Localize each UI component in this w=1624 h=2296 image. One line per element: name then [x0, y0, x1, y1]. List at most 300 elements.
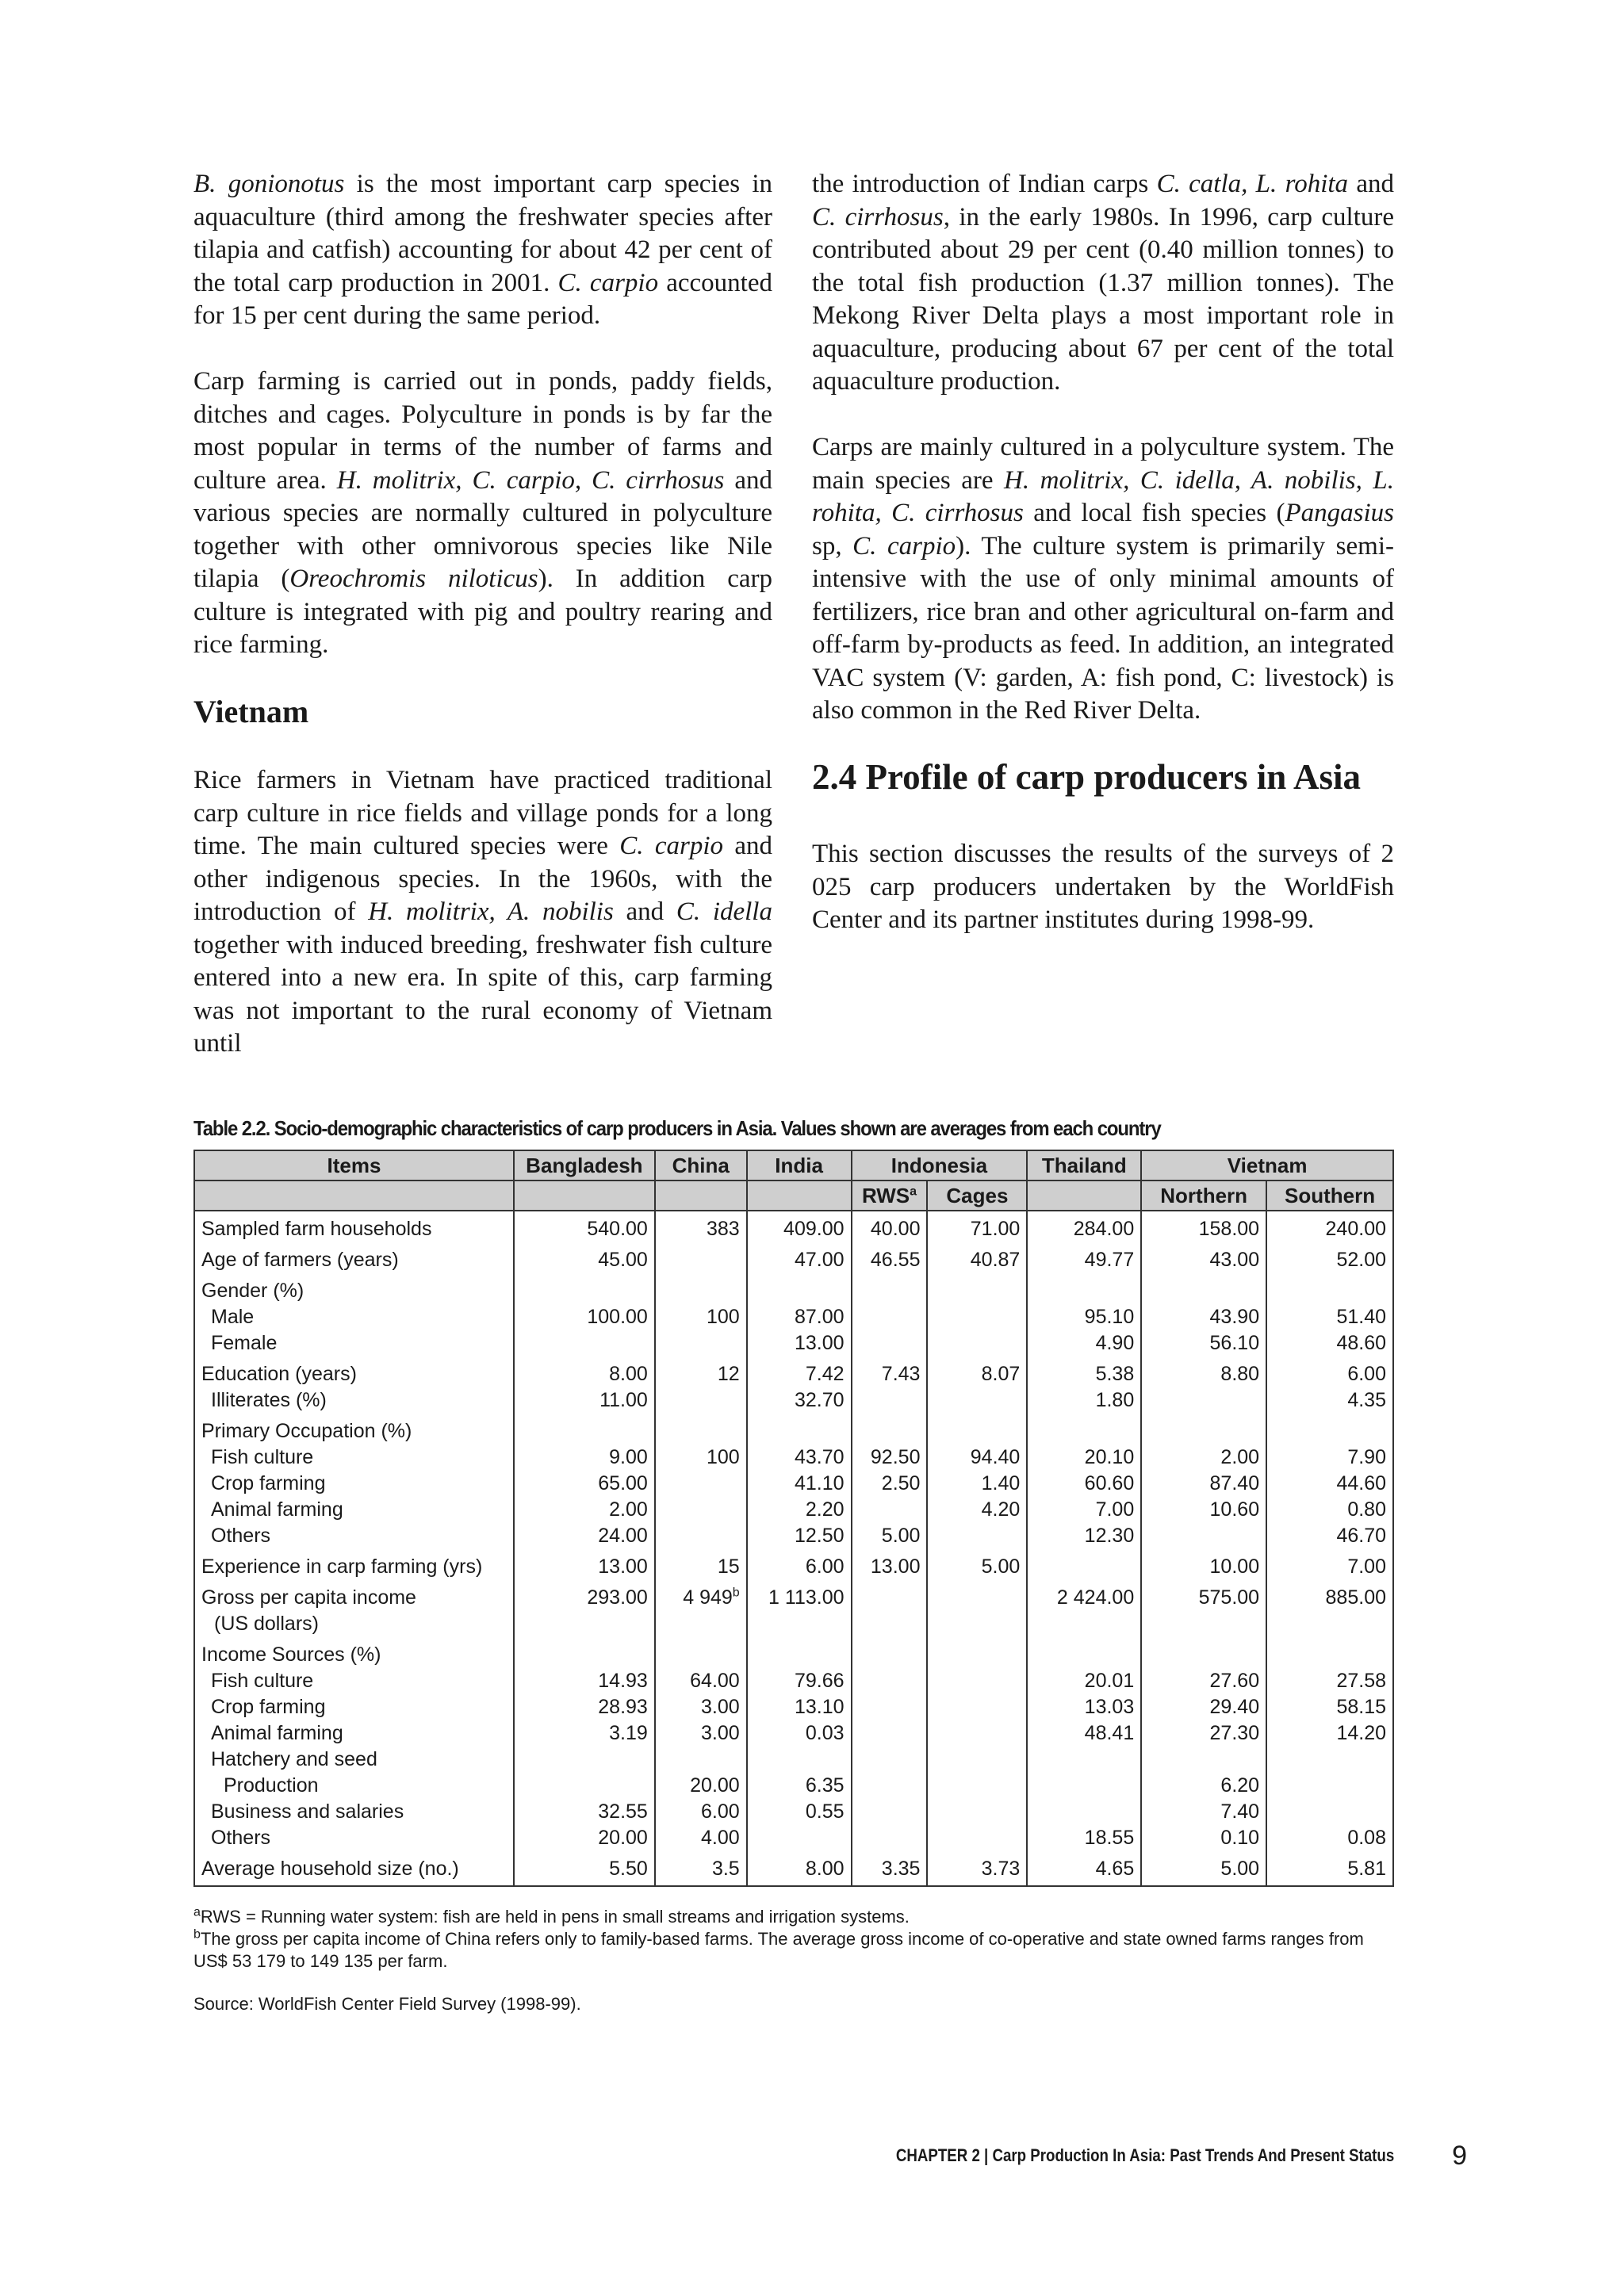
paragraph-section-intro: This section discusses the results of the surveys of 2 025 carp producers undertaken by the WorldFish Center and its partner institutes during 1998-99. [812, 840, 1394, 934]
paragraph-text: together with induced breeding, freshwater fish culture entered into a new era. In spite of this, carp farming was not important to the rural economy of Vietnam until [193, 930, 772, 1058]
table-cell-cg [927, 1668, 1027, 1694]
table-cell-cn [655, 1720, 747, 1747]
table-cell-vn_s [1266, 1387, 1393, 1414]
species-name: C. carpio [852, 531, 956, 561]
table-cell-vn_s [1266, 1668, 1393, 1694]
table-cell-in [747, 1720, 852, 1747]
table-cell-rws [852, 1720, 928, 1747]
table-cell-vn_n [1141, 1549, 1266, 1580]
paragraph-polyculture [812, 431, 1394, 728]
table-cell-vn_n [1141, 1523, 1266, 1549]
header-bangladesh: Bangladesh [514, 1150, 655, 1181]
row-label [194, 1357, 514, 1387]
table-cell-rws [852, 1549, 928, 1580]
cell-value: 3.73 [981, 1858, 1021, 1880]
row-label [194, 1471, 514, 1497]
chapter-title: CHAPTER 2 | Carp Production In Asia: Past Trends And Present Status [895, 2145, 1394, 2165]
cell-value: 1 113.00 [768, 1586, 845, 1609]
table-cell-rws [852, 1445, 928, 1471]
cell-value: 60.60 [1084, 1472, 1135, 1494]
paragraph-text: and local fish species ( [1023, 499, 1285, 527]
table-cell-cn [655, 1851, 747, 1886]
footnote-marker: b [732, 1586, 740, 1600]
table-cell-cg [927, 1304, 1027, 1330]
table-cell-th [1027, 1414, 1141, 1445]
row-label-line: Animal farming [211, 1722, 343, 1744]
table-cell-in [747, 1851, 852, 1886]
cell-value: 5.00 [981, 1556, 1021, 1578]
table-row [194, 1523, 1393, 1549]
subheader-empty [1027, 1181, 1141, 1211]
table-cell-bd [514, 1668, 655, 1694]
cell-value [521, 1747, 648, 1773]
cell-value: 2.50 [881, 1472, 921, 1494]
table-cell-cn [655, 1471, 747, 1497]
cell-value: 44.60 [1336, 1472, 1386, 1494]
cell-value: 0.80 [1347, 1498, 1386, 1521]
row-label [194, 1549, 514, 1580]
table-caption: Table 2.2. Socio-demographic characteristics of carp producers in Asia. Values shown are averages from each country [193, 1116, 1161, 1140]
table-cell-rws [852, 1330, 928, 1357]
paragraph-text: Carp farming is carried out in ponds, paddy fields, ditches and cages. Polyculture in ponds is by far the most popular in terms of the number of farms and culture area. [193, 367, 772, 495]
cell-value: 240.00 [1325, 1218, 1386, 1240]
table-cell-vn_s [1266, 1523, 1393, 1549]
table-cell-cn [655, 1523, 747, 1549]
row-label [194, 1694, 514, 1720]
cell-value: 8.07 [981, 1363, 1021, 1385]
table-cell-vn_s [1266, 1549, 1393, 1580]
table-cell-rws [852, 1799, 928, 1825]
table-cell-bd [514, 1799, 655, 1825]
row-label [194, 1330, 514, 1357]
table-cell-cn [655, 1637, 747, 1668]
table-cell-bd [514, 1497, 655, 1523]
cell-value: 1.80 [1095, 1389, 1135, 1411]
table-cell-vn_n [1141, 1637, 1266, 1668]
cell-value: 43.90 [1209, 1306, 1260, 1328]
table-cell-in [747, 1471, 852, 1497]
table-cell-cn [655, 1387, 747, 1414]
cell-value: 13.00 [870, 1556, 921, 1578]
table-cell-vn_n [1141, 1471, 1266, 1497]
cell-value: 7.00 [1095, 1498, 1135, 1521]
species-name: Pangasius [1285, 499, 1394, 527]
table-cell-cn [655, 1357, 747, 1387]
cell-value: 4.35 [1347, 1389, 1386, 1411]
table-cell-vn_n [1141, 1720, 1266, 1747]
species-name: C. cirrhosus [812, 202, 944, 232]
table-cell-vn_s [1266, 1637, 1393, 1668]
table-cell-rws [852, 1523, 928, 1549]
cell-value: 13.00 [598, 1556, 648, 1578]
table-cell-th [1027, 1523, 1141, 1549]
table-cell-cg [927, 1799, 1027, 1825]
cell-value: 40.87 [970, 1249, 1021, 1271]
cell-value: 52.00 [1336, 1249, 1386, 1271]
cell-value: 92.50 [870, 1446, 921, 1468]
table-cell-vn_s [1266, 1825, 1393, 1851]
table-row [194, 1580, 1393, 1637]
table-cell-th [1027, 1851, 1141, 1886]
note-a [193, 1906, 1399, 1928]
table-cell-rws [852, 1851, 928, 1886]
table-row [194, 1720, 1393, 1747]
table-cell-rws [852, 1747, 928, 1799]
table-cell-cg [927, 1549, 1027, 1580]
row-label-line: Primary Occupation (%) [201, 1420, 412, 1442]
table-cell-in [747, 1580, 852, 1637]
species-name: C. carpio [557, 268, 659, 297]
paragraph-indian-carps [812, 168, 1394, 399]
table-cell-in [747, 1387, 852, 1414]
table-cell-rws [852, 1497, 928, 1523]
species-name: H. molitrix, C. idella, A. nobilis, L. rohita, C. cirrhosus [812, 465, 1394, 527]
table-cell-vn_s [1266, 1273, 1393, 1304]
row-label [194, 1799, 514, 1825]
table-cell-vn_s [1266, 1747, 1393, 1799]
table-cell-vn_n [1141, 1668, 1266, 1694]
table-cell-cg [927, 1825, 1027, 1851]
row-label [194, 1580, 514, 1637]
table-row [194, 1211, 1393, 1242]
cell-value: 79.66 [794, 1670, 845, 1692]
cell-value: 27.60 [1209, 1670, 1260, 1692]
row-label-line: Crop farming [211, 1472, 326, 1494]
species-name: H. molitrix, C. carpio, C. cirrhosus [336, 465, 725, 495]
table-cell-cg [927, 1414, 1027, 1445]
cell-value: 41.10 [794, 1472, 845, 1494]
paragraph-text: accounted for 15 per cent during the same period. [193, 268, 772, 330]
table-cell-cn [655, 1414, 747, 1445]
cell-value: 94.40 [970, 1446, 1021, 1468]
table-cell-bd [514, 1387, 655, 1414]
row-label [194, 1445, 514, 1471]
row-label-line: (US dollars) [214, 1613, 319, 1635]
table-row [194, 1825, 1393, 1851]
cell-value: 13.03 [1084, 1696, 1135, 1718]
row-label-line: Business and salaries [211, 1800, 404, 1823]
table-row [194, 1694, 1393, 1720]
table-cell-bd [514, 1273, 655, 1304]
row-label-line: Female [211, 1332, 278, 1354]
species-name: H. molitrix, A. nobilis [368, 897, 614, 926]
table-cell-cn [655, 1273, 747, 1304]
cell-value: 5.81 [1347, 1858, 1386, 1880]
table-cell-in [747, 1445, 852, 1471]
table-cell-vn_n [1141, 1497, 1266, 1523]
table-notes [193, 1906, 1399, 2015]
table-cell-cg [927, 1330, 1027, 1357]
table-cell-th [1027, 1747, 1141, 1799]
paragraph-text: ). In addition carp culture is integrated with pig and poultry rearing and rice farming. [193, 564, 772, 659]
table-cell-in [747, 1273, 852, 1304]
table-cell-rws [852, 1304, 928, 1330]
subheader-southern: Southern [1266, 1181, 1393, 1211]
table-cell-bd [514, 1694, 655, 1720]
cell-value: 2 424.00 [1056, 1586, 1135, 1609]
row-label-line: Male [211, 1306, 255, 1328]
table-cell-cn [655, 1580, 747, 1637]
table-cell-vn_n [1141, 1414, 1266, 1445]
table-cell-cn [655, 1825, 747, 1851]
cell-value: 15 [717, 1556, 740, 1578]
species-name: C. carpio [619, 832, 724, 860]
footnote-marker: a [910, 1184, 917, 1198]
row-label [194, 1747, 514, 1799]
subheader-cages: Cages [927, 1181, 1027, 1211]
table-cell-th [1027, 1445, 1141, 1471]
table-cell-cg [927, 1273, 1027, 1304]
table-cell-cg [927, 1580, 1027, 1637]
cell-value: 885.00 [1325, 1586, 1386, 1609]
table-row [194, 1497, 1393, 1523]
table-cell-in [747, 1330, 852, 1357]
table-cell-vn_s [1266, 1211, 1393, 1242]
table-cell-cg [927, 1694, 1027, 1720]
cell-value: 6.20 [1220, 1774, 1260, 1797]
table-cell-cg [927, 1357, 1027, 1387]
cell-value: 40.00 [870, 1218, 921, 1240]
table-cell-bd [514, 1747, 655, 1799]
table-cell-in [747, 1523, 852, 1549]
table-cell-cg [927, 1720, 1027, 1747]
row-label [194, 1851, 514, 1886]
row-label [194, 1497, 514, 1523]
table-cell-bd [514, 1357, 655, 1387]
row-label [194, 1637, 514, 1668]
cell-value: 20.01 [1084, 1670, 1135, 1692]
species-name: Oreochromis niloticus [289, 564, 538, 593]
cell-value: 32.70 [794, 1389, 845, 1411]
species-name: B. gonionotus [193, 170, 345, 198]
table-cell-vn_n [1141, 1242, 1266, 1273]
table-cell-in [747, 1637, 852, 1668]
cell-value: 13.00 [794, 1332, 845, 1354]
table-row [194, 1445, 1393, 1471]
table-cell-bd [514, 1637, 655, 1668]
paragraph-bangladesh-carp [193, 168, 772, 333]
table-cell-vn_n [1141, 1273, 1266, 1304]
table-cell-rws [852, 1471, 928, 1497]
table-row [194, 1304, 1393, 1330]
cell-value: 1.40 [981, 1472, 1021, 1494]
table-cell-vn_n [1141, 1747, 1266, 1799]
cell-value: 87.00 [794, 1306, 845, 1328]
cell-value: 56.10 [1209, 1332, 1260, 1354]
cell-value: 5.00 [1220, 1858, 1260, 1880]
cell-value [934, 1747, 1020, 1773]
table-cell-th [1027, 1211, 1141, 1242]
row-label [194, 1720, 514, 1747]
table-cell-vn_n [1141, 1357, 1266, 1387]
cell-value: 49.77 [1084, 1249, 1135, 1271]
cell-value: 12 [717, 1363, 740, 1385]
paragraph-text: , in the early 1980s. In 1996, carp culture contributed about 29 per cent (0.40 million tonnes) to the total fish production (1.37 million tonnes). The Mekong River Delta plays a most important role in aquaculture, producing about 67 per cent of the total aquaculture production. [812, 202, 1395, 396]
row-label-line: Income Sources (%) [201, 1644, 381, 1666]
cell-value: 8.00 [805, 1858, 845, 1880]
header-vietnam: Vietnam [1141, 1150, 1393, 1181]
row-label [194, 1304, 514, 1330]
table-cell-rws [852, 1668, 928, 1694]
cell-value: 100.00 [587, 1306, 648, 1328]
table-cell-in [747, 1549, 852, 1580]
cell-value: 5.00 [881, 1525, 921, 1547]
cell-value: 87.40 [1209, 1472, 1260, 1494]
table-cell-vn_s [1266, 1330, 1393, 1357]
subheader-northern: Northern [1141, 1181, 1266, 1211]
cell-value: 4.00 [701, 1827, 740, 1849]
subheader-empty [747, 1181, 852, 1211]
table-cell-cg [927, 1211, 1027, 1242]
table-cell-bd [514, 1549, 655, 1580]
row-label [194, 1242, 514, 1273]
table-cell-cn [655, 1668, 747, 1694]
table-cell-th [1027, 1720, 1141, 1747]
table-cell-vn_s [1266, 1471, 1393, 1497]
table-cell-vn_n [1141, 1799, 1266, 1825]
table-cell-bd [514, 1471, 655, 1497]
table-row [194, 1387, 1393, 1414]
row-label-line: Illiterates (%) [211, 1389, 327, 1411]
cell-value: 6.35 [805, 1774, 845, 1797]
paragraph-text: and [613, 897, 676, 926]
table-cell-th [1027, 1242, 1141, 1273]
table-cell-th [1027, 1330, 1141, 1357]
cell-value: 0.03 [805, 1722, 845, 1744]
paragraph-text: the introduction of Indian carps [812, 170, 1157, 198]
cell-value: 7.90 [1347, 1446, 1386, 1468]
table-cell-cn [655, 1211, 747, 1242]
row-label-line: Gross per capita income [201, 1586, 416, 1609]
left-column [193, 168, 772, 1061]
cell-value: 2.20 [805, 1498, 845, 1521]
paragraph-text: and other indigenous species. In the 1960s, with the introduction of [193, 832, 773, 926]
subheader-empty [514, 1181, 655, 1211]
table-row [194, 1357, 1393, 1387]
cell-value [1034, 1747, 1134, 1773]
cell-value: 3.35 [881, 1858, 921, 1880]
table-cell-th [1027, 1637, 1141, 1668]
paragraph-text: sp, [812, 531, 853, 561]
table-row [194, 1668, 1393, 1694]
footnote-marker: b [193, 1927, 201, 1942]
row-label-line: Gender (%) [201, 1280, 304, 1302]
table-cell-vn_n [1141, 1330, 1266, 1357]
table-cell-bd [514, 1851, 655, 1886]
paragraph-vietnam-history [193, 764, 772, 1061]
footnote-marker: a [193, 1905, 201, 1919]
cell-value: 20.00 [690, 1774, 740, 1797]
cell-value: 27.30 [1209, 1722, 1260, 1744]
table-cell-vn_s [1266, 1720, 1393, 1747]
cell-value: 10.60 [1209, 1498, 1260, 1521]
table-cell-in [747, 1825, 852, 1851]
table-row [194, 1799, 1393, 1825]
heading-section-2-4: 2.4 Profile of carp producers in Asia [812, 757, 1362, 797]
row-label [194, 1273, 514, 1304]
table-cell-rws [852, 1357, 928, 1387]
table-cell-cg [927, 1242, 1027, 1273]
table-cell-cn [655, 1747, 747, 1799]
page-footer [0, 2141, 1624, 2172]
table-row [194, 1330, 1393, 1357]
row-label [194, 1414, 514, 1445]
cell-value: 9.00 [609, 1446, 648, 1468]
cell-value: 7.43 [881, 1363, 921, 1385]
cell-value: 65.00 [598, 1472, 648, 1494]
row-label [194, 1825, 514, 1851]
species-name: C. idella [676, 897, 772, 926]
table-cell-cg [927, 1471, 1027, 1497]
row-label-line: Animal farming [211, 1498, 343, 1521]
table-cell-bd [514, 1720, 655, 1747]
table-cell-rws [852, 1211, 928, 1242]
table-cell-th [1027, 1580, 1141, 1637]
table-cell-cg [927, 1851, 1027, 1886]
table-cell-cn [655, 1242, 747, 1273]
cell-value: 28.93 [598, 1696, 648, 1718]
table-cell-in [747, 1242, 852, 1273]
cell-value: 100 [706, 1446, 740, 1468]
paragraph-text: ). The culture system is primarily semi-intensive with the use of only minimal amounts of fertilizers, rice bran and other agricultural on-farm and off-farm by-products as feed. In addition, an integrated VAC system (V: garden, A: fish pond, C: livestock) is also common in the Red River Delta. [812, 531, 1394, 725]
paragraph-text: Carps are mainly cultured in a polyculture system. The main species are [812, 433, 1394, 495]
row-label-line: Others [211, 1827, 271, 1849]
table-cell-in [747, 1694, 852, 1720]
cell-value: 8.00 [609, 1363, 648, 1385]
table-cell-cn [655, 1549, 747, 1580]
table-cell-th [1027, 1799, 1141, 1825]
cell-value: 6.00 [701, 1800, 740, 1823]
cell-value: 46.55 [870, 1249, 921, 1271]
cell-value: 29.40 [1209, 1696, 1260, 1718]
row-label-line: Fish culture [211, 1670, 314, 1692]
cell-value: 18.55 [1084, 1827, 1135, 1849]
table-cell-in [747, 1747, 852, 1799]
cell-value: 48.60 [1336, 1332, 1386, 1354]
table-cell-cg [927, 1523, 1027, 1549]
cell-value: 58.15 [1336, 1696, 1386, 1718]
table-cell-bd [514, 1242, 655, 1273]
table-cell-vn_s [1266, 1851, 1393, 1886]
table-cell-rws [852, 1387, 928, 1414]
cell-value: 7.00 [1347, 1556, 1386, 1578]
table-cell-rws [852, 1825, 928, 1851]
table-cell-rws [852, 1694, 928, 1720]
table-cell-vn_n [1141, 1825, 1266, 1851]
cell-value: 6.00 [805, 1556, 845, 1578]
cell-value: 43.70 [794, 1446, 845, 1468]
cell-value: 5.38 [1095, 1363, 1135, 1385]
table-cell-cn [655, 1694, 747, 1720]
cell-value: 7.42 [805, 1363, 845, 1385]
table-cell-cg [927, 1497, 1027, 1523]
table-cell-vn_s [1266, 1580, 1393, 1637]
page-number: 9 [1452, 2141, 1467, 2171]
cell-value: 14.93 [598, 1670, 648, 1692]
header-china: China [655, 1150, 747, 1181]
table-cell-vn_s [1266, 1799, 1393, 1825]
cell-value: 3.00 [701, 1722, 740, 1744]
cell-value: 6.00 [1347, 1363, 1386, 1385]
table-cell-bd [514, 1330, 655, 1357]
table-cell-cg [927, 1637, 1027, 1668]
table-cell-in [747, 1211, 852, 1242]
row-label [194, 1211, 514, 1242]
cell-value: 409.00 [783, 1218, 845, 1240]
table-row [194, 1747, 1393, 1799]
table-cell-in [747, 1799, 852, 1825]
table-cell-vn_n [1141, 1580, 1266, 1637]
